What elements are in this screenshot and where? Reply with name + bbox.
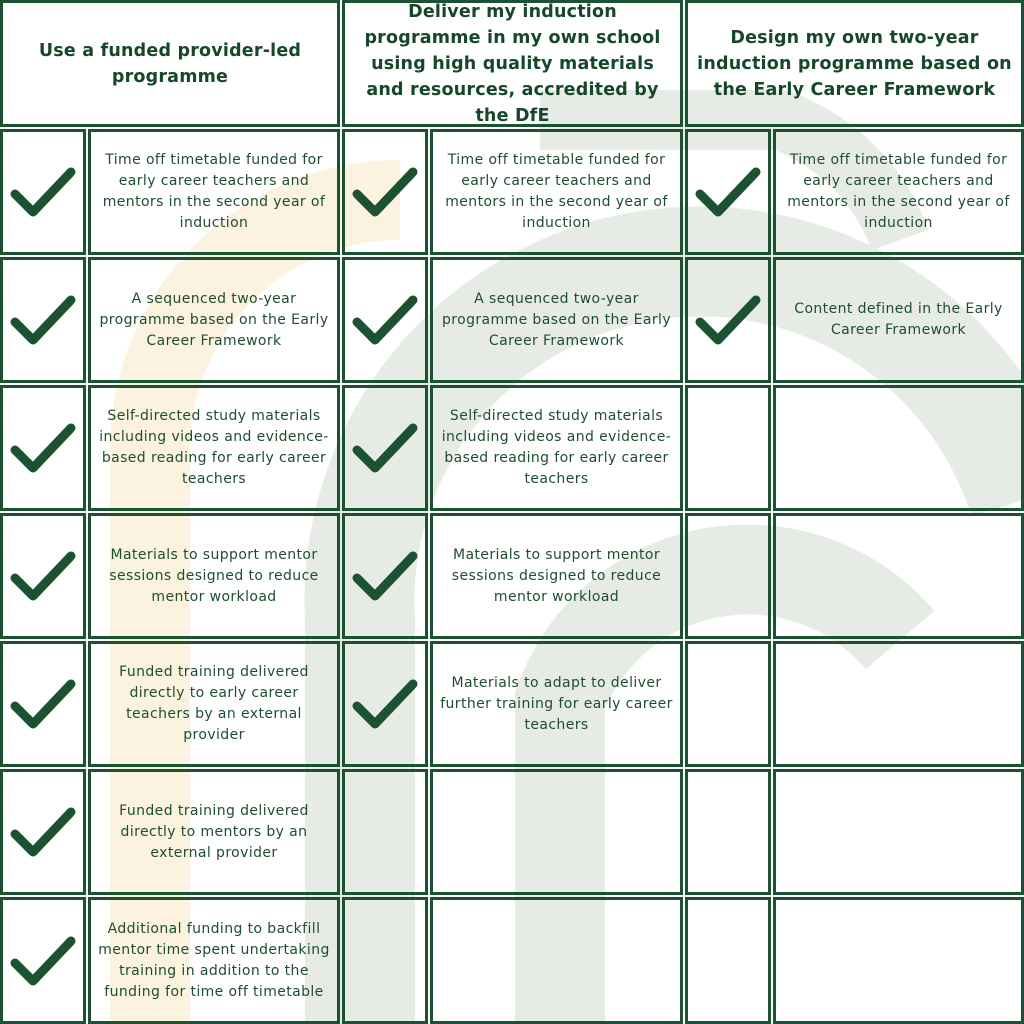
check-icon xyxy=(351,548,419,604)
feature-cell: Self-directed study materials including videos and evidence-based reading for early career teachers xyxy=(88,385,340,511)
feature-cell: Funded training delivered directly to early career teachers by an external provider xyxy=(88,641,340,767)
feature-cell: Time off timetable funded for early career teachers and mentors in the second year of induction xyxy=(88,129,340,255)
column-header-design-own: Design my own two-year induction programme based on the Early Career Framework xyxy=(685,0,1024,127)
check-cell xyxy=(685,257,771,383)
check-cell xyxy=(342,129,428,255)
check-icon xyxy=(9,548,77,604)
feature-cell: A sequenced two-year programme based on the Early Career Framework xyxy=(88,257,340,383)
check-icon xyxy=(351,420,419,476)
check-icon xyxy=(9,292,77,348)
feature-cell: Materials to adapt to deliver further training for early career teachers xyxy=(430,641,683,767)
check-icon xyxy=(351,676,419,732)
check-icon xyxy=(694,164,762,220)
check-cell xyxy=(0,257,86,383)
check-cell xyxy=(342,385,428,511)
check-icon xyxy=(9,164,77,220)
check-cell xyxy=(0,129,86,255)
check-cell xyxy=(685,897,771,1024)
check-cell xyxy=(342,897,428,1024)
check-cell xyxy=(685,513,771,639)
check-cell xyxy=(342,513,428,639)
check-cell xyxy=(0,385,86,511)
check-icon xyxy=(351,164,419,220)
check-icon xyxy=(9,420,77,476)
check-cell xyxy=(0,641,86,767)
check-icon xyxy=(9,676,77,732)
feature-cell: Materials to support mentor sessions designed to reduce mentor workload xyxy=(88,513,340,639)
feature-cell xyxy=(430,897,683,1024)
check-cell xyxy=(342,257,428,383)
feature-cell: Time off timetable funded for early career teachers and mentors in the second year of induction xyxy=(430,129,683,255)
feature-cell: Funded training delivered directly to mentors by an external provider xyxy=(88,769,340,895)
feature-cell: Materials to support mentor sessions designed to reduce mentor workload xyxy=(430,513,683,639)
check-cell xyxy=(0,513,86,639)
feature-cell: Self-directed study materials including videos and evidence-based reading for early career teachers xyxy=(430,385,683,511)
check-cell xyxy=(342,769,428,895)
feature-cell xyxy=(773,641,1024,767)
feature-cell xyxy=(773,513,1024,639)
check-cell xyxy=(685,385,771,511)
feature-cell xyxy=(773,385,1024,511)
check-cell xyxy=(0,897,86,1024)
check-icon xyxy=(694,292,762,348)
column-header-own-school: Deliver my induction programme in my own school using high quality materials and resources, accredited by the DfE xyxy=(342,0,683,127)
check-icon xyxy=(9,933,77,989)
check-cell xyxy=(685,129,771,255)
check-cell xyxy=(685,769,771,895)
feature-cell: Time off timetable funded for early career teachers and mentors in the second year of induction xyxy=(773,129,1024,255)
feature-cell xyxy=(773,897,1024,1024)
feature-cell: Additional funding to backfill mentor time spent undertaking training in addition to the funding for time off timetable xyxy=(88,897,340,1024)
feature-cell: Content defined in the Early Career Framework xyxy=(773,257,1024,383)
check-cell xyxy=(0,769,86,895)
feature-cell xyxy=(773,769,1024,895)
column-header-provider-led: Use a funded provider-led programme xyxy=(0,0,340,127)
feature-cell: A sequenced two-year programme based on the Early Career Framework xyxy=(430,257,683,383)
feature-cell xyxy=(430,769,683,895)
check-cell xyxy=(685,641,771,767)
check-icon xyxy=(9,804,77,860)
check-cell xyxy=(342,641,428,767)
check-icon xyxy=(351,292,419,348)
